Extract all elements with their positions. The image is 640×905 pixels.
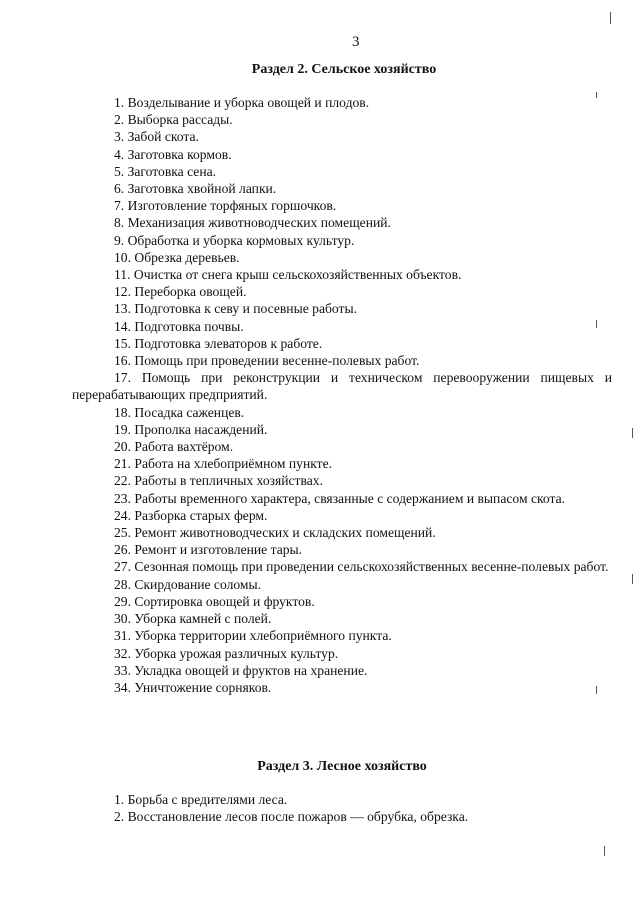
list-item: 2. Восстановление лесов после пожаров — обрубка, обрезка. (114, 809, 469, 825)
list-item: 26. Ремонт и изготовление тары. (114, 542, 303, 558)
section-2-title: Раздел 2. Сельское хозяйство (251, 62, 437, 77)
list-item: 23. Работы временного характера, связанные с содержанием и выпасом скота. (114, 490, 566, 506)
scan-speck (596, 320, 597, 328)
list-item: 28. Скирдование соломы. (114, 576, 262, 592)
list-item: 27. Сезонная помощь при проведении сельскохозяйственных весенне-полевых работ. (114, 559, 609, 575)
list-item: 15. Подготовка элеваторов к работе. (114, 335, 323, 351)
list-item: 21. Работа на хлебоприёмном пункте. (114, 456, 333, 472)
list-item: 16. Помощь при проведении весенне-полевых работ. (114, 353, 420, 369)
list-item: 29. Сортировка овощей и фруктов. (114, 593, 315, 609)
list-item: 10. Обрезка деревьев. (114, 249, 240, 265)
list-item: 11. Очистка от снега крыш сельскохозяйственных объектов. (114, 267, 462, 283)
scan-speck (632, 574, 633, 584)
list-item: 1. Борьба с вредителями леса. (114, 792, 288, 807)
scan-speck (632, 428, 633, 438)
list-item: 8. Механизация животноводческих помещений. (114, 215, 391, 231)
list-item: 32. Уборка урожая различных культур. (114, 645, 339, 661)
list-item: 12. Переборка овощей. (114, 284, 247, 300)
list-item: 24. Разборка старых ферм. (114, 507, 268, 523)
list-item: 20. Работа вахтёром. (114, 439, 234, 455)
list-item: 3. Забой скота. (114, 129, 199, 145)
scan-speck (604, 846, 605, 856)
list-item: 5. Заготовка сена. (114, 163, 217, 179)
list-item: 17. Помощь при реконструкции и техническом перевооружении пищевых и перерабатывающих предприятий. (72, 370, 612, 403)
list-item: 22. Работы в тепличных хозяйствах. (114, 473, 323, 489)
list-item: 4. Заготовка кормов. (114, 146, 232, 162)
page-number: 3 (352, 34, 360, 50)
list-item: 31. Уборка территории хлебоприёмного пункта. (114, 628, 392, 644)
scan-speck (596, 686, 597, 694)
list-item: 33. Укладка овощей и фруктов на хранение. (114, 662, 368, 678)
list-item: 30. Уборка камней с полей. (114, 611, 272, 627)
list-item: 14. Подготовка почвы. (114, 318, 244, 334)
list-item: 18. Посадка саженцев. (114, 404, 245, 420)
list-item: 25. Ремонт животноводческих и складских помещений. (114, 525, 436, 541)
list-item: 2. Выборка рассады. (114, 112, 233, 128)
list-item: 6. Заготовка хвойной лапки. (114, 181, 277, 197)
list-item: 13. Подготовка к севу и посевные работы. (114, 301, 357, 317)
list-item: 34. Уничтожение сорняков. (114, 679, 272, 695)
list-item: 1. Возделывание и уборка овощей и плодов. (114, 95, 370, 110)
section-3-list (72, 791, 612, 825)
section-3-title: Раздел 3. Лесное хозяйство (257, 759, 427, 774)
scan-speck (596, 92, 597, 98)
list-item: 7. Изготовление торфяных горшочков. (114, 198, 337, 214)
list-item: 9. Обработка и уборка кормовых культур. (114, 232, 355, 248)
scan-speck (610, 12, 611, 24)
section-2-list (72, 94, 612, 696)
list-item: 19. Прополка насаждений. (114, 421, 268, 437)
